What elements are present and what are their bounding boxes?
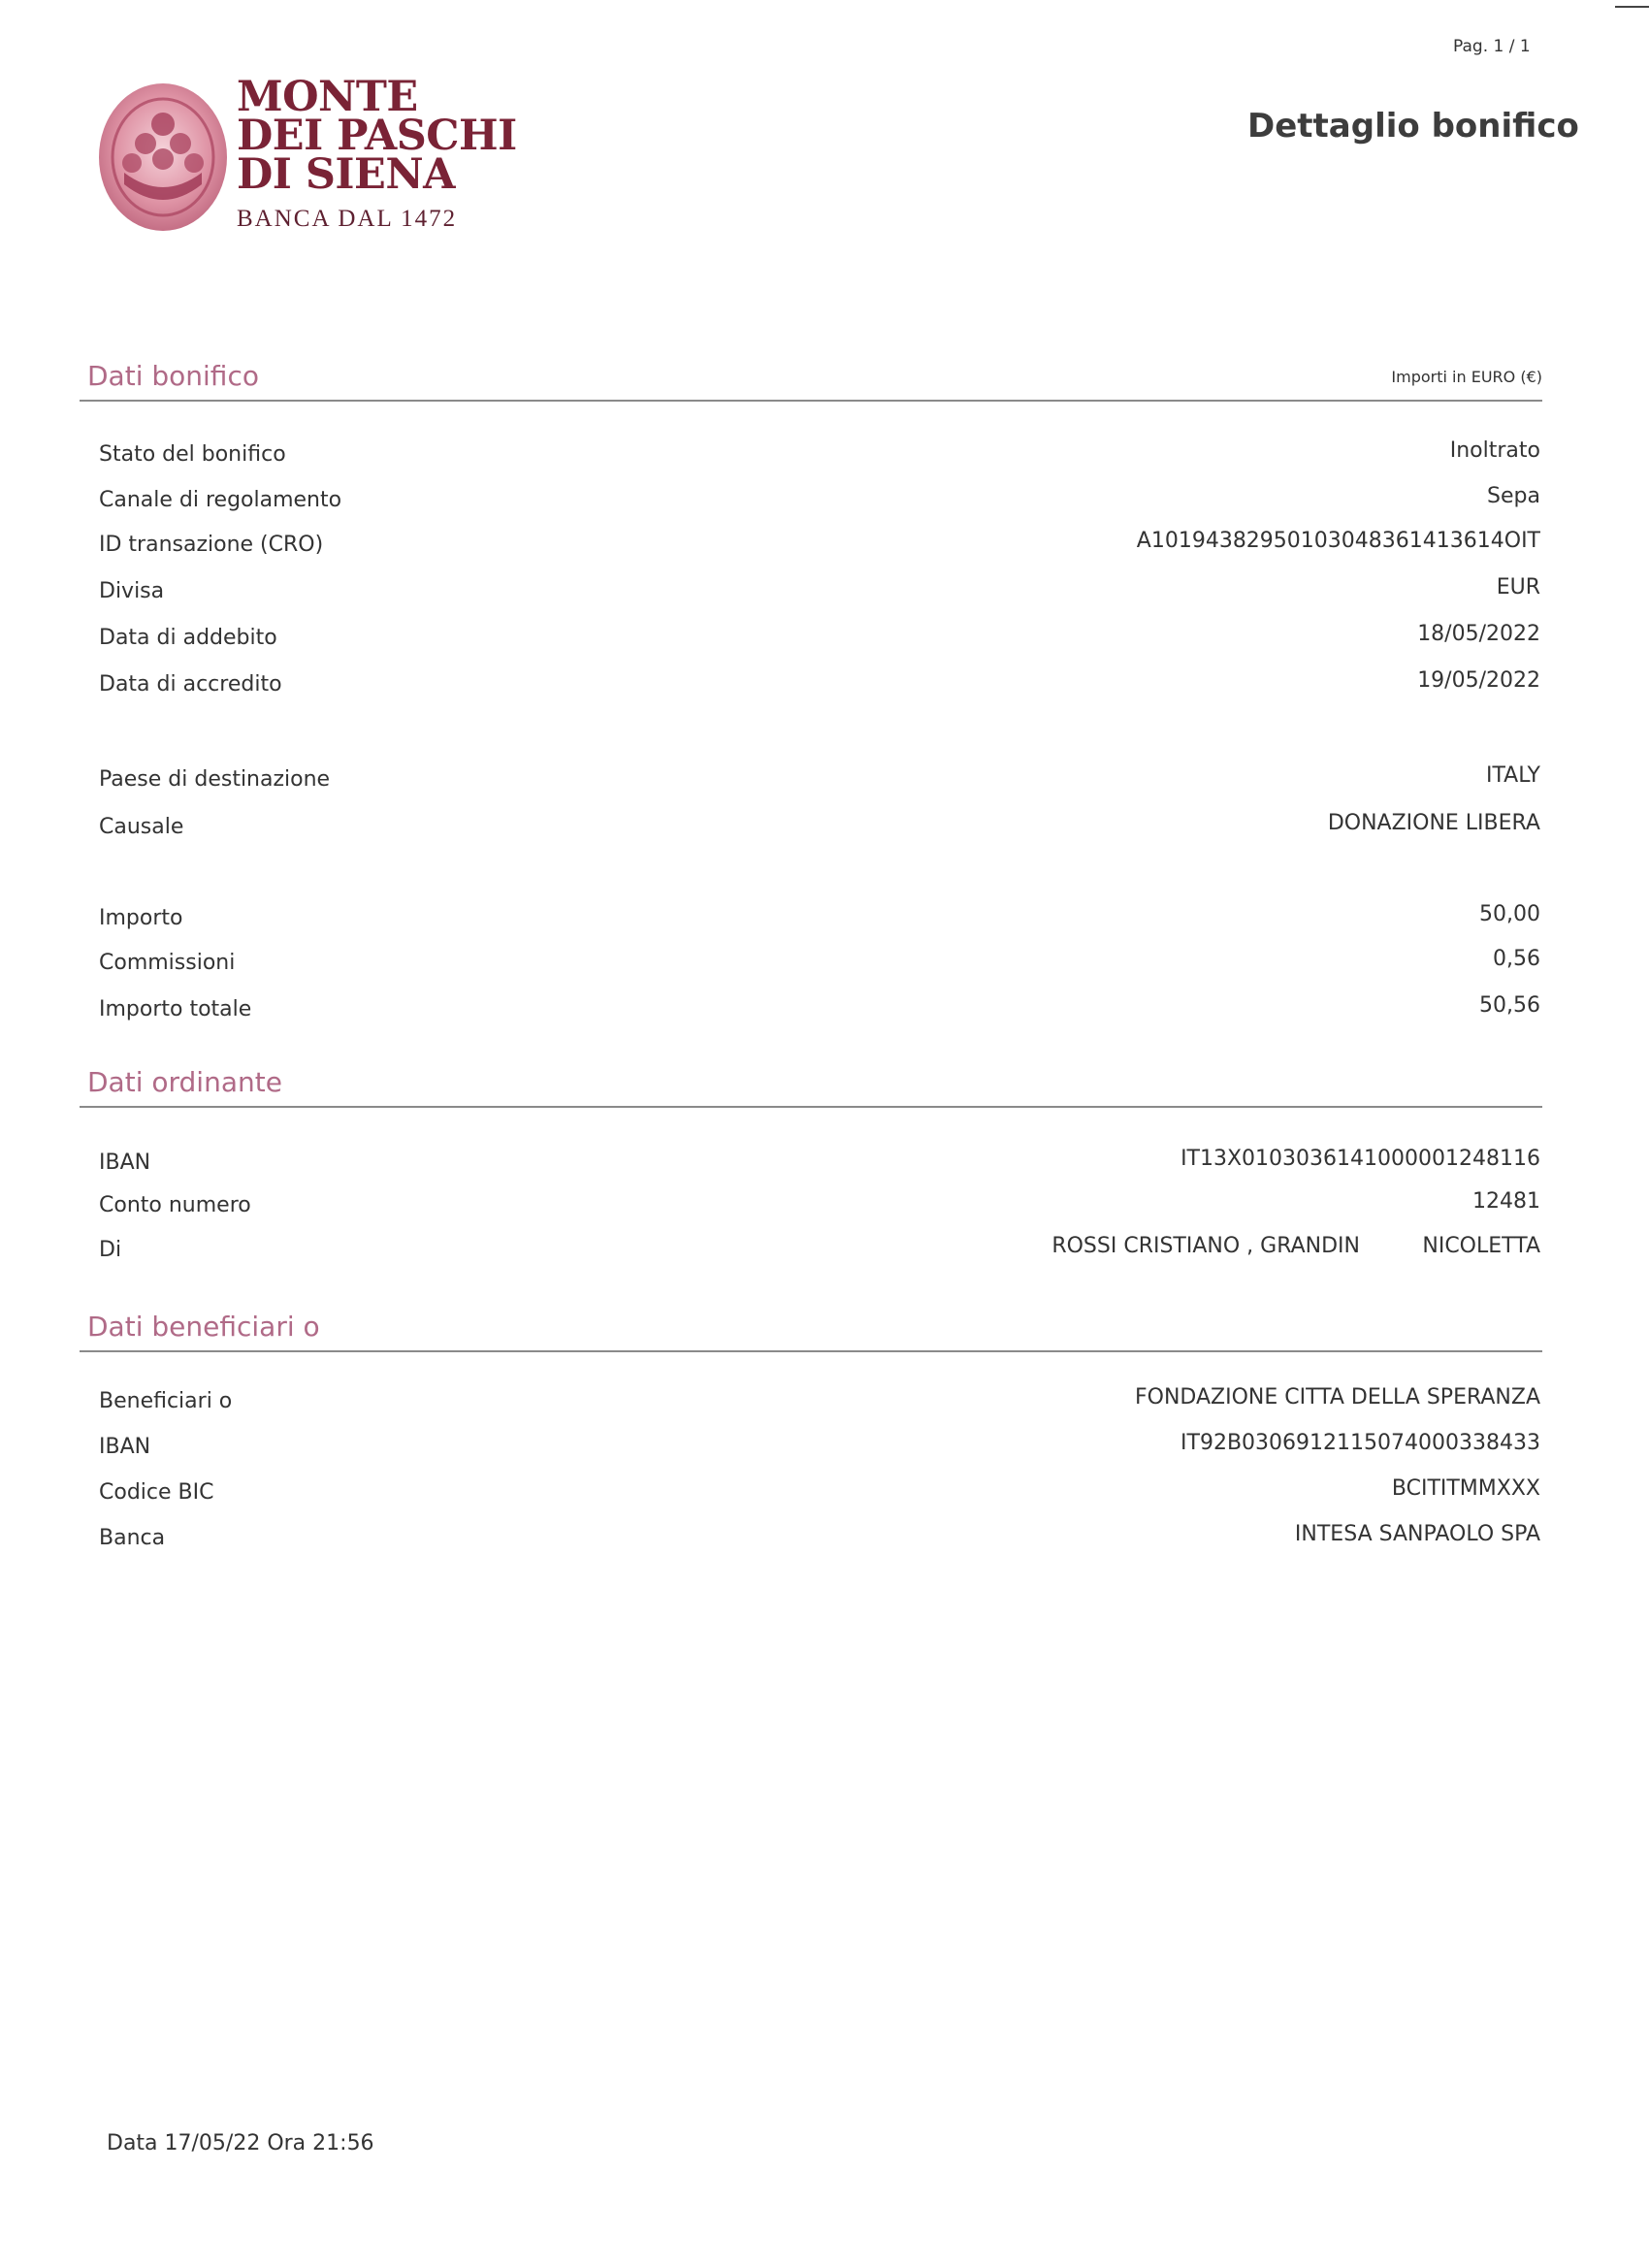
row-label: Canale di regolamento [99,488,342,512]
corner-mark [1615,6,1649,8]
row-label: Commissioni [99,951,236,975]
row-label: Importo totale [99,997,252,1021]
bank-seal-icon [95,80,231,235]
row-label: ID transazione (CRO) [99,533,324,557]
row-label: Importo [99,906,183,930]
row-iban-beneficiario [99,1431,1540,1462]
row-conto-numero [99,1189,1540,1220]
row-label: Banca [99,1526,166,1550]
currency-note: Importi in EURO (€) [1391,368,1542,386]
row-value-name-2: NICOLETTA [1422,1234,1540,1258]
row-label: Codice BIC [99,1480,214,1505]
row-importo [99,902,1540,933]
row-iban-ordinante [99,1147,1540,1178]
row-data-addebito [99,622,1540,653]
row-importo-totale [99,993,1540,1024]
logo-wordmark [237,73,517,199]
row-value: 0,56 [1493,947,1540,971]
row-beneficiario [99,1385,1540,1416]
row-label: Data di accredito [99,672,282,697]
section-title: Dati bonifico [87,360,259,392]
row-value: IT13X0103036141000001248116 [1180,1147,1540,1171]
row-di [99,1234,1540,1265]
row-value: A10194382950103048361413614OIT [1136,529,1540,553]
section-header-bonifico [80,351,1542,402]
row-commissioni [99,947,1540,978]
row-value: 19/05/2022 [1417,668,1540,693]
section-title: Dati ordinante [87,1066,282,1098]
logo-line-3: DI SIENA [237,150,455,199]
page-number: Pag. 1 / 1 [1453,37,1531,56]
row-label: IBAN [99,1435,151,1459]
row-value: IT92B0306912115074000338433 [1180,1431,1540,1455]
row-paese [99,763,1540,794]
section-header-beneficiario [80,1302,1542,1352]
row-value: 12481 [1472,1189,1540,1214]
row-codice-bic [99,1476,1540,1507]
row-value: Inoltrato [1449,438,1540,463]
footer-timestamp: Data 17/05/22 Ora 21:56 [107,2131,374,2155]
row-value: BCITITMMXXX [1391,1476,1540,1501]
logo-line-1: MONTE [237,73,418,121]
row-value: EUR [1496,575,1540,599]
row-label: Causale [99,815,184,839]
logo-line-2: DEI PASCHI [237,112,517,160]
row-value: FONDAZIONE CITTA DELLA SPERANZA [1135,1385,1540,1409]
row-banca [99,1522,1540,1553]
row-value: INTESA SANPAOLO SPA [1294,1522,1540,1546]
row-canale [99,484,1540,515]
row-label: IBAN [99,1150,151,1175]
row-stato [99,438,1540,470]
row-value: DONAZIONE LIBERA [1327,811,1540,835]
row-cro [99,529,1540,560]
section-header-ordinante [80,1057,1542,1108]
row-causale [99,811,1540,842]
row-label: Paese di destinazione [99,767,331,792]
row-data-accredito [99,668,1540,699]
row-value: 50,00 [1479,902,1540,926]
row-value: 50,56 [1479,993,1540,1018]
section-title: Dati beneficiari o [87,1311,320,1343]
document-title: Dettaglio bonifico [1247,107,1579,146]
logo-tagline: BANCA DAL 1472 [237,206,458,232]
row-label: Data di addebito [99,626,277,650]
bank-logo [95,73,532,241]
row-divisa [99,575,1540,606]
row-value-names: ROSSI CRISTIANO , GRANDIN [1051,1234,1360,1258]
row-label: Beneficiari o [99,1389,233,1413]
row-label: Divisa [99,579,165,603]
row-label: Conto numero [99,1193,251,1217]
row-value: Sepa [1487,484,1540,508]
row-value: 18/05/2022 [1417,622,1540,646]
row-label: Di [99,1238,122,1262]
row-label: Stato del bonifico [99,442,286,467]
row-value: ITALY [1485,763,1540,788]
